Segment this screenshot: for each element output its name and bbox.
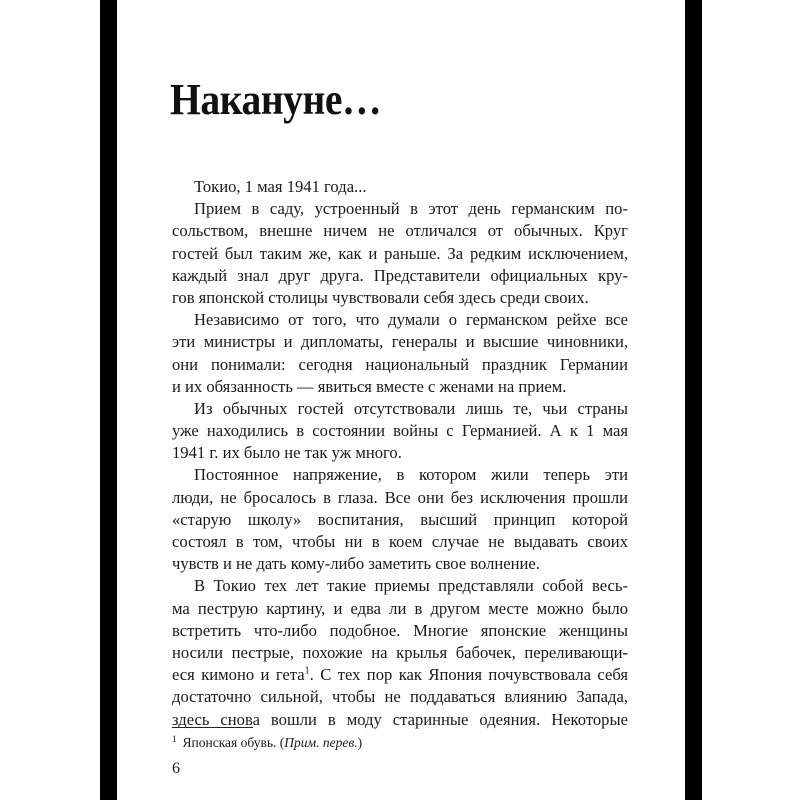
line-text: Постоянное напряжение, в котором жили теперь эти bbox=[194, 465, 628, 485]
footnote-rule bbox=[172, 727, 253, 728]
line-text: еся кимоно и гета bbox=[172, 665, 305, 685]
line-text: каждый знал друг друга. Представители официальных кру- bbox=[172, 265, 628, 285]
footnote-note: Прим. перев. bbox=[284, 735, 358, 750]
text-line bbox=[172, 176, 628, 198]
text-line bbox=[172, 598, 628, 620]
line-text: Прием в саду, устроенный в этот день германским по- bbox=[194, 199, 628, 219]
body-text bbox=[172, 176, 628, 731]
line-text: 1941 г. их было не так уж много. bbox=[172, 443, 402, 463]
text-line bbox=[172, 287, 628, 309]
line-text: сольством, внешне ничем не отличался от обычных. Круг bbox=[172, 221, 628, 241]
chapter-title: Накануне… bbox=[170, 75, 382, 124]
text-line bbox=[172, 686, 628, 708]
footnote bbox=[172, 735, 362, 751]
text-line bbox=[172, 509, 628, 531]
line-text: «старую школу» воспитания, высший принцип которой bbox=[172, 509, 628, 529]
text-line bbox=[172, 531, 628, 553]
line-text: В Токио тех лет такие приемы представляли собой весь- bbox=[194, 576, 628, 596]
text-line bbox=[172, 398, 628, 420]
line-text: чувств и не дать кому-либо заметить свое волнение. bbox=[172, 554, 540, 574]
text-line bbox=[172, 575, 628, 597]
footnote-close: ) bbox=[357, 735, 363, 750]
text-line bbox=[172, 487, 628, 509]
text-line bbox=[172, 376, 628, 398]
line-text: гостей был таким же, как и раньше. За редким исключением, bbox=[172, 243, 628, 263]
text-line bbox=[172, 464, 628, 486]
line-text: Токио, 1 мая 1941 года... bbox=[194, 177, 367, 196]
line-text: уже находились в состоянии войны с Германией. А к 1 мая bbox=[172, 421, 628, 441]
page-number: 6 bbox=[172, 760, 180, 777]
line-text: . С тех пор как Япония почувствовала себя bbox=[309, 665, 628, 685]
line-text: носили пестрые, похожие на крылья бабочек, переливающи- bbox=[172, 642, 628, 662]
line-text: здесь снова вошли в моду старинные одеяния. Некоторые bbox=[172, 709, 628, 729]
text-line bbox=[172, 243, 628, 265]
footnote-mark: 1 bbox=[172, 733, 177, 744]
line-text: ма пеструю картину, и едва ли в другом месте можно было bbox=[172, 598, 628, 618]
text-line bbox=[172, 331, 628, 353]
footnote-ref: 1 bbox=[304, 665, 310, 677]
text-line bbox=[172, 553, 628, 575]
text-line bbox=[172, 442, 628, 464]
line-text: они понимали: сегодня национальный праздник Германии bbox=[172, 354, 628, 374]
line-text: и их обязанность — явиться вместе с женами на прием. bbox=[172, 376, 567, 396]
line-text: состоял в том, чтобы ни в коем случае не выдавать своих bbox=[172, 532, 628, 551]
text-line bbox=[172, 664, 628, 686]
left-border bbox=[100, 0, 117, 800]
text-line bbox=[172, 354, 628, 376]
line-text: Из обычных гостей отсутствовали лишь те, чьи страны bbox=[194, 398, 628, 418]
text-line bbox=[172, 220, 628, 242]
line-text: встретить что-либо подобное. Многие японские женщины bbox=[172, 620, 628, 640]
text-line bbox=[172, 620, 628, 642]
text-line bbox=[172, 642, 628, 664]
text-line bbox=[172, 309, 628, 331]
text-line bbox=[172, 420, 628, 442]
footnote-text: Японская обувь. ( bbox=[182, 735, 285, 750]
text-line bbox=[172, 198, 628, 220]
text-line bbox=[172, 265, 628, 287]
line-text: гов японской столицы чувствовали себя здесь среди своих. bbox=[172, 287, 589, 307]
line-text: люди, не бросалось в глаза. Все они без исключения прошли bbox=[172, 487, 628, 507]
line-text: эти министры и дипломаты, генералы и высшие чиновники, bbox=[172, 332, 628, 352]
right-border bbox=[685, 0, 702, 800]
line-text: достаточно сильной, чтобы не поддаваться влиянию Запада, bbox=[172, 687, 628, 707]
line-text: Независимо от того, что думали о германском рейхе все bbox=[194, 310, 628, 330]
